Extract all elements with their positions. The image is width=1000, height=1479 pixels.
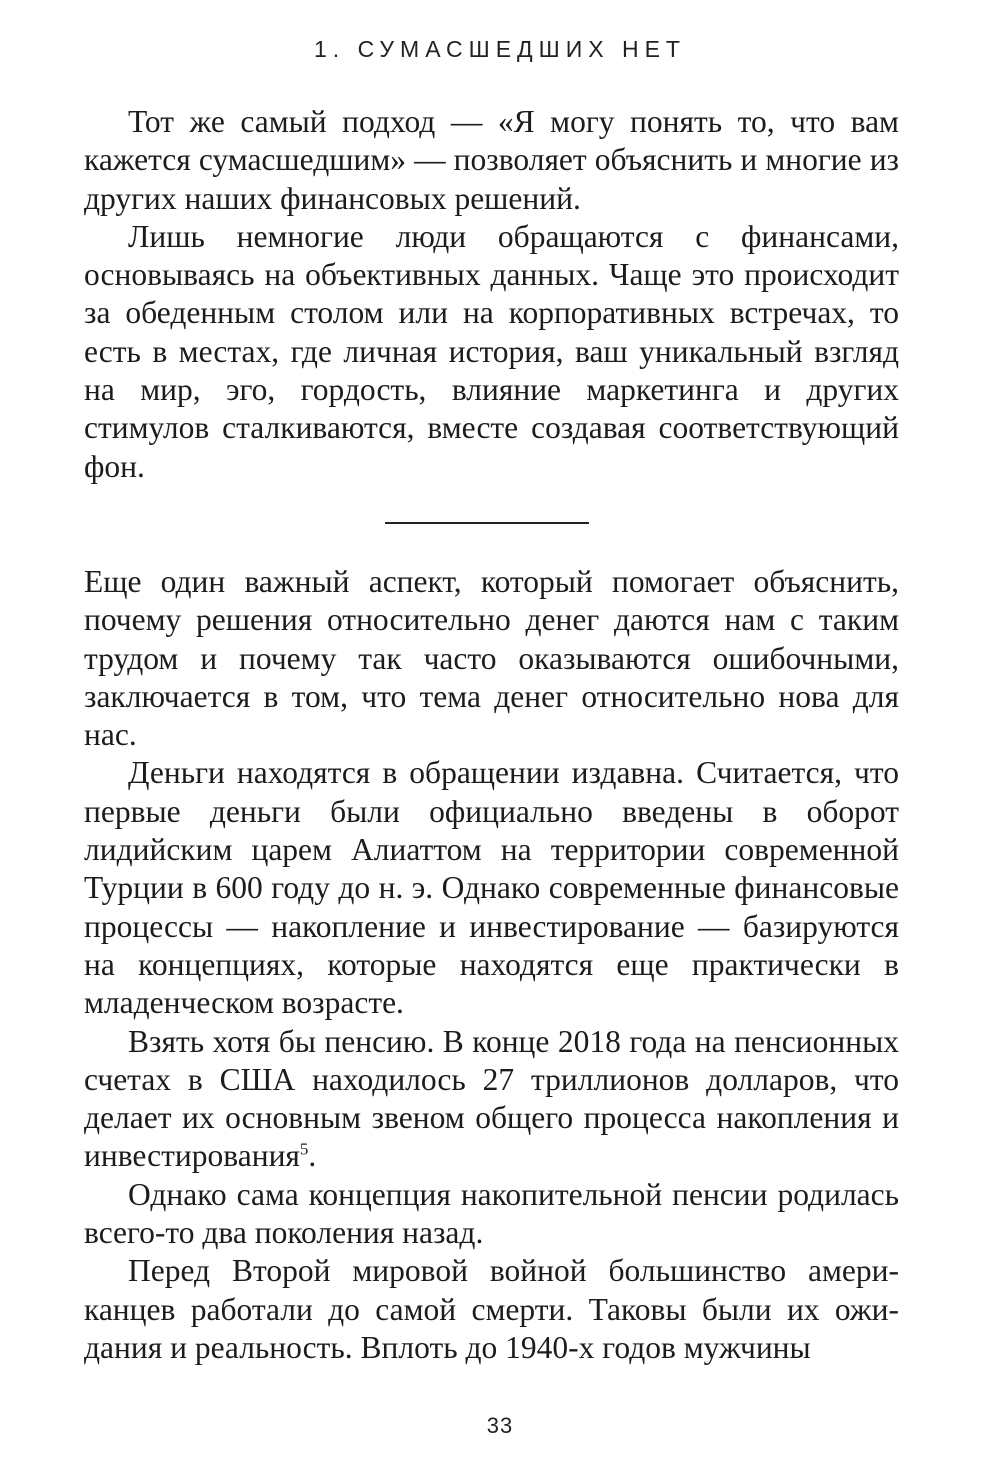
paragraph-end-punct: . (308, 1138, 317, 1174)
paragraph: Деньги находятся в обращении издавна. Считается, что первые деньги были официально введены в оборот лидийским царем Алиаттом на территории современной Турции в 600 году до н. э. Однако современные финансовые процессы — накопление и инвестирование — базируются на концепциях, которые находятся еще практически в младенческом возрасте. (84, 755, 899, 1021)
paragraph: Тот же самый подход — «Я могу понять то, что вам кажется сумасшедшим» — позволяет объяснить и многие из других наших финансовых решений. (84, 104, 899, 216)
section-divider (385, 522, 589, 524)
running-head: 1. СУМАСШЕДШИХ НЕТ (314, 36, 686, 62)
paragraph: Перед Второй мировой войной большинство американцев работали до самой смерти. Таковы были их ожидания и реальность. Вплоть до 1940-х годов мужчины (84, 1253, 899, 1365)
paragraph: Лишь немногие люди обращаются с финансами, основываясь на объективных данных. Чаще это происходит за обеденным столом или на корпоративных встречах, то есть в местах, где личная история, ваш уникальный взгляд на мир, эго, гордость, влияние маркетинга и других стимулов сталкиваются, вместе создавая соответствующий фон. (84, 218, 899, 484)
paragraph: Еще один важный аспект, который помогает объяснить, почему решения относительно денег даются нам с таким трудом и почему так часто оказываются ошибочными, заключается в том, что тема денег относительно нова для нас. (84, 564, 899, 753)
page-number: 33 (486, 1413, 514, 1438)
paragraph-with-footnote (84, 1023, 899, 1176)
text-section-2 (84, 563, 899, 1367)
paragraph-text: Взять хотя бы пенсию. В конце 2018 года на пенсионных счетах в США находилось 27 триллионов долларов, что делает их основным звеном общего процесса накопления и инвестирования (84, 1023, 899, 1174)
paragraph: Однако сама концепция накопительной пенсии родилась всего-то два поколения назад. (84, 1176, 899, 1251)
text-section-1 (84, 103, 899, 486)
footnote-marker: 5 (299, 1139, 309, 1159)
